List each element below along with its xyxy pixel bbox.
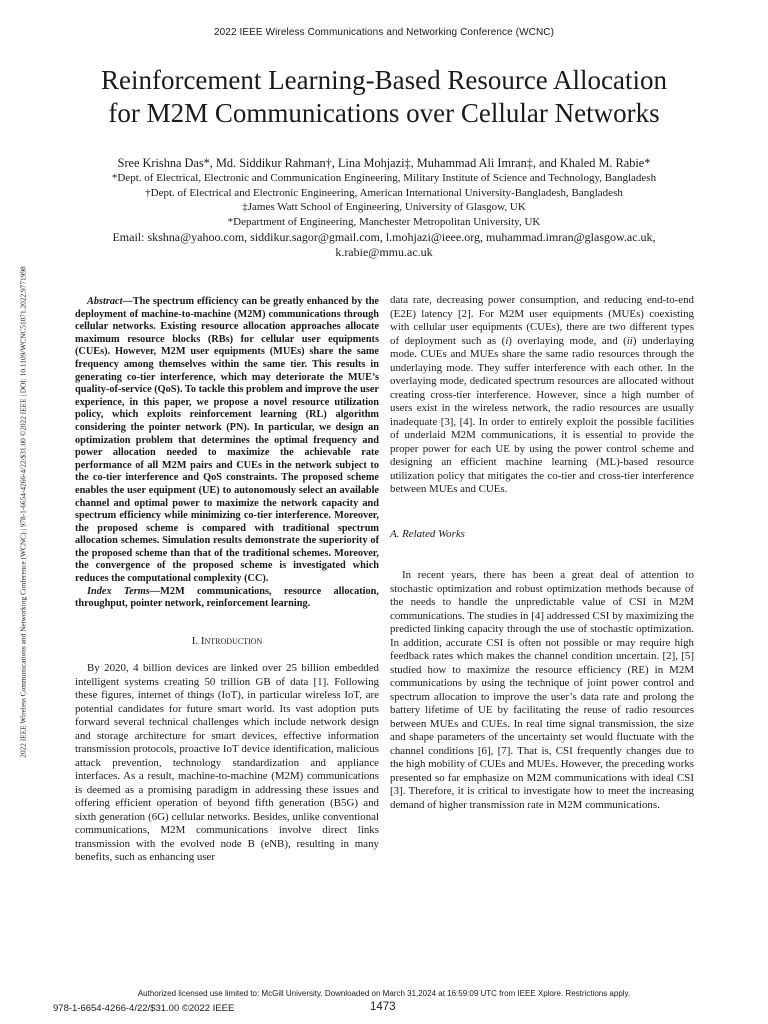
index-terms-label: Index Terms <box>87 585 150 597</box>
abstract <box>75 296 379 611</box>
doi-side-text: 2022 IEEE Wireless Communications and Networking Conference (WCNC) | 978-1-6654-4266-4/22/$31.00 ©2022 IEEE | DOI: 10.1109/WCNC51071.2022.9771998 <box>18 266 28 758</box>
related-works-paragraph: In recent years, there has been a great deal of attention to stochastic optimization and robust optimization methods because of the needs to handle the unpredictable value of CSI in M2M communications. The studies in [4] addressed CSI by maximizing the predicted linking capacity through the use of stochastic optimization. In addition, accurate CSI is often not possible or may require high feedback rates which makes the channel condition uncertain. [2], [5] studied how to maximize the resource efficiency (RE) in M2M communications by using the technique of joint power control and spectrum allocation to improve the user’s data rate and prolong the battery lifetime of UE by facilitating the reuse of radio resources between MUEs and CUEs. In real time signal transmission, the size and shape parameters of the uncertainty set would fluctuate with the channel conditions [6], [7]. That is, CSI frequently changes due to the high mobility of CUEs and MUEs. However, the preceding works presented so far emphasize on M2M communications with ideal CSI [3]. Therefore, it is critical to investigate how to meet the increasing demand of higher transmission rate in M2M communications. <box>390 569 694 811</box>
abstract-text: —The spectrum efficiency can be greatly enhanced by the deployment of machine-to-machine (M2M) communications through cellular networks. Existing resource allocation approaches allocate maximum resource blocks (RBs) for cellular user equipments (CUEs). However, M2M user equipments (MUEs) share the same frequency among themselves within the same tier. This results in generating co-tier interference, which may deteriorate the MUE’s quality-of-service (QoS). To tackle this problem and improve the user experience, in this paper, we propose a novel resource utilization policy, which exploits reinforcement learning (RL) algorithm considering the pointer network (PN). In particular, we design an optimization problem that determines the optimal frequency and power allocation needed to maximize the achievable rate performance of all M2M pairs and CUEs in the network subject to the co-tier interference and QoS constraints. The proposed scheme enables the user equipment (UE) to autonomously select an available channel and optimal power to maximize the network capacity and spectrum efficiency while minimizing co-tier interference. Moreover, the proposed scheme is compared with traditional spectrum allocation schemes. Simulation results demonstrate the superiority of the proposed scheme than that of the traditional schemes. Moreover, the convergence of the proposed scheme is investigated which reduces the computational complexity (CC). <box>75 296 379 585</box>
intro-paragraph-2: data rate, decreasing power consumption, and reducing end-to-end (E2E) latency [2]. For M2M user equipments (MUEs) coexisting with cellular user equipments (CUEs), there are two different types of deployment such as (i) overlaying mode, and (ii) underlaying mode. CUEs and MUEs share the same radio resources through the underlaying mode. They suffer interference with each other. In the overlaying mode, dedicated spectrum resources are allocated without creating cross-tier interference. However, since a high number of users exist in the wireless network, the radio resources are usually inadequate [3], [4]. In order to entirely exploit the possible facilities of underlaid M2M communications, it is essential to provide the proper power for each UE by using the power control scheme and designing an efficient machine learning (ML)-based resource utilization policy that mitigates the co-tier and cross-tier interference between MUEs and CUEs. <box>390 294 695 495</box>
isbn-footer: 978-1-6654-4266-4/22/$31.00 ©2022 IEEE <box>53 1003 235 1014</box>
intro-paragraph-1: By 2020, 4 billion devices are linked over 25 billion embedded intelligent systems creating 50 trillion GB of data [1]. Following these figures, internet of things (IoT), in particular wireless IoT, are potential candidates for future smart world. Its vast adoption puts forward several technical challenges which include network design and storage architecture for smart devices, effective information transmission protocols, proactive IoT device identification, malicious attack prevention, technology standardization and appliance interfaces. As a result, machine-to-machine (M2M) communications is deemed as a promising paradigm in addressing these issues and offering efficient operation of beyond fifth generation (B5G) and sixth generation (6G) cellular networks. Besides, unlike conventional communications, M2M communications involve direct links transmission with the evolved node B (eNB), resulting in many benefits, such as enhancing user <box>75 662 379 864</box>
title-line-1: Reinforcement Learning-Based Resource Allocation <box>100 65 668 95</box>
email-line-2: k.rabie@mmu.ac.uk <box>335 244 433 259</box>
affiliation-3: ‡James Watt School of Engineering, University of Glasgow, UK <box>242 201 526 214</box>
affiliation-2: †Dept. of Electrical and Electronic Engineering, American International University-Bangladesh, Bangladesh <box>145 186 623 199</box>
email-line-1: Email: skshna@yahoo.com, siddikur.sagor@gmail.com, l.mohjazi@ieee.org, muhammad.imran@glasgow.ac.uk, <box>112 229 656 244</box>
left-column <box>75 296 379 865</box>
paper-title <box>40 64 728 130</box>
subsection-heading-related-works: A. Related Works <box>390 527 465 540</box>
doi-side-strip <box>18 162 28 862</box>
author-block <box>40 155 728 260</box>
affiliation-1: *Dept. of Electrical, Electronic and Communication Engineering, Military Institute of Science and Technology, Bangladesh <box>111 172 657 184</box>
index-terms-text: —M2M communications, resource allocation, throughput, pointer network, reinforcement learning. <box>75 585 379 610</box>
section-heading-introduction: I. Introduction <box>191 634 263 647</box>
right-column <box>390 294 694 812</box>
abstract-label: Abstract <box>87 296 123 307</box>
license-footer: Authorized licensed use limited to: McGill University. Downloaded on March 31,2024 at 16:59:09 UTC from IEEE Xplore. Restrictions apply. <box>137 989 631 998</box>
conference-header: 2022 IEEE Wireless Communications and Networking Conference (WCNC) <box>213 27 555 38</box>
affiliation-4: *Department of Engineering, Manchester Metropolitan University, UK <box>227 216 541 229</box>
page-number: 1473 <box>370 1001 396 1013</box>
title-line-2: for M2M Communications over Cellular Networks <box>108 98 660 128</box>
author-list: Sree Krishna Das*, Md. Siddikur Rahman†, Lina Mohjazi‡, Muhammad Ali Imran‡, and Khaled M. Rabie* <box>117 156 651 170</box>
